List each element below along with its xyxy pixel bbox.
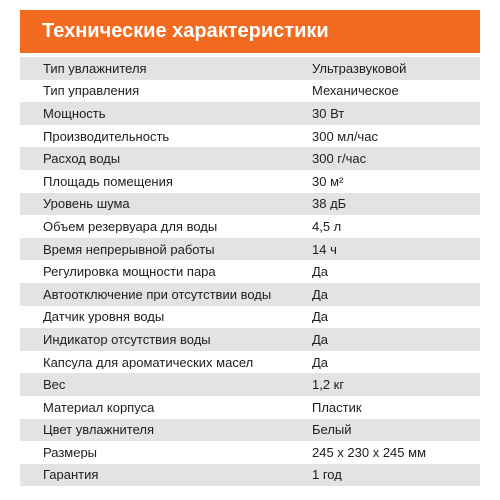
spec-label: Датчик уровня воды [43,310,165,324]
spec-value: Ультразвуковой [312,61,407,75]
spec-value: Белый [312,423,352,437]
spec-row [20,441,480,464]
spec-row [20,306,480,329]
page-title: Технические характеристики [42,20,329,42]
spec-label: Размеры [43,445,98,459]
spec-table [20,57,480,486]
spec-value: Да [312,355,329,369]
spec-value: 30 Вт [312,106,345,120]
spec-label: Индикатор отсутствия воды [43,332,211,346]
spec-row [20,328,480,351]
header-banner [20,10,480,53]
spec-row [20,147,480,170]
spec-label: Мощность [43,106,106,120]
spec-value: Да [312,310,329,324]
spec-row [20,464,480,487]
spec-value: Да [312,332,329,346]
spec-row [20,419,480,442]
spec-row [20,260,480,283]
spec-value: 30 м² [312,174,344,188]
spec-value: Да [312,265,329,279]
spec-row [20,215,480,238]
spec-value: 1,2 кг [312,378,345,392]
spec-value: 300 мл/час [312,129,378,143]
spec-value: 38 дБ [312,197,347,211]
spec-value: 245 х 230 х 245 мм [312,445,427,459]
spec-value: 300 г/час [312,152,367,166]
spec-label: Гарантия [43,468,99,482]
spec-label: Расход воды [43,152,121,166]
spec-row [20,351,480,374]
spec-label: Время непрерывной работы [43,242,215,256]
spec-row [20,193,480,216]
spec-value: Механическое [312,84,399,98]
spec-value: 1 год [312,468,342,482]
spec-row [20,170,480,193]
spec-value: Пластик [312,400,362,414]
spec-row [20,373,480,396]
spec-row [20,57,480,80]
spec-label: Материал корпуса [43,400,155,414]
spec-label: Объем резервуара для воды [43,219,218,233]
spec-value: 4,5 л [312,219,342,233]
spec-label: Регулировка мощности пара [43,265,216,279]
spec-label: Производительность [43,129,170,143]
spec-row [20,238,480,261]
spec-row [20,396,480,419]
spec-label: Цвет увлажнителя [43,423,155,437]
spec-label: Площадь помещения [43,174,173,188]
spec-label: Капсула для ароматических масел [43,355,254,369]
spec-value: Да [312,287,329,301]
spec-row [20,102,480,125]
spec-label: Вес [43,378,66,392]
spec-label: Уровень шума [43,197,130,211]
spec-label: Автоотключение при отсутствии воды [43,287,272,301]
spec-row [20,125,480,148]
spec-row [20,80,480,103]
spec-row [20,283,480,306]
spec-value: 14 ч [312,242,337,256]
spec-label: Тип управления [43,84,140,98]
spec-label: Тип увлажнителя [43,61,147,75]
